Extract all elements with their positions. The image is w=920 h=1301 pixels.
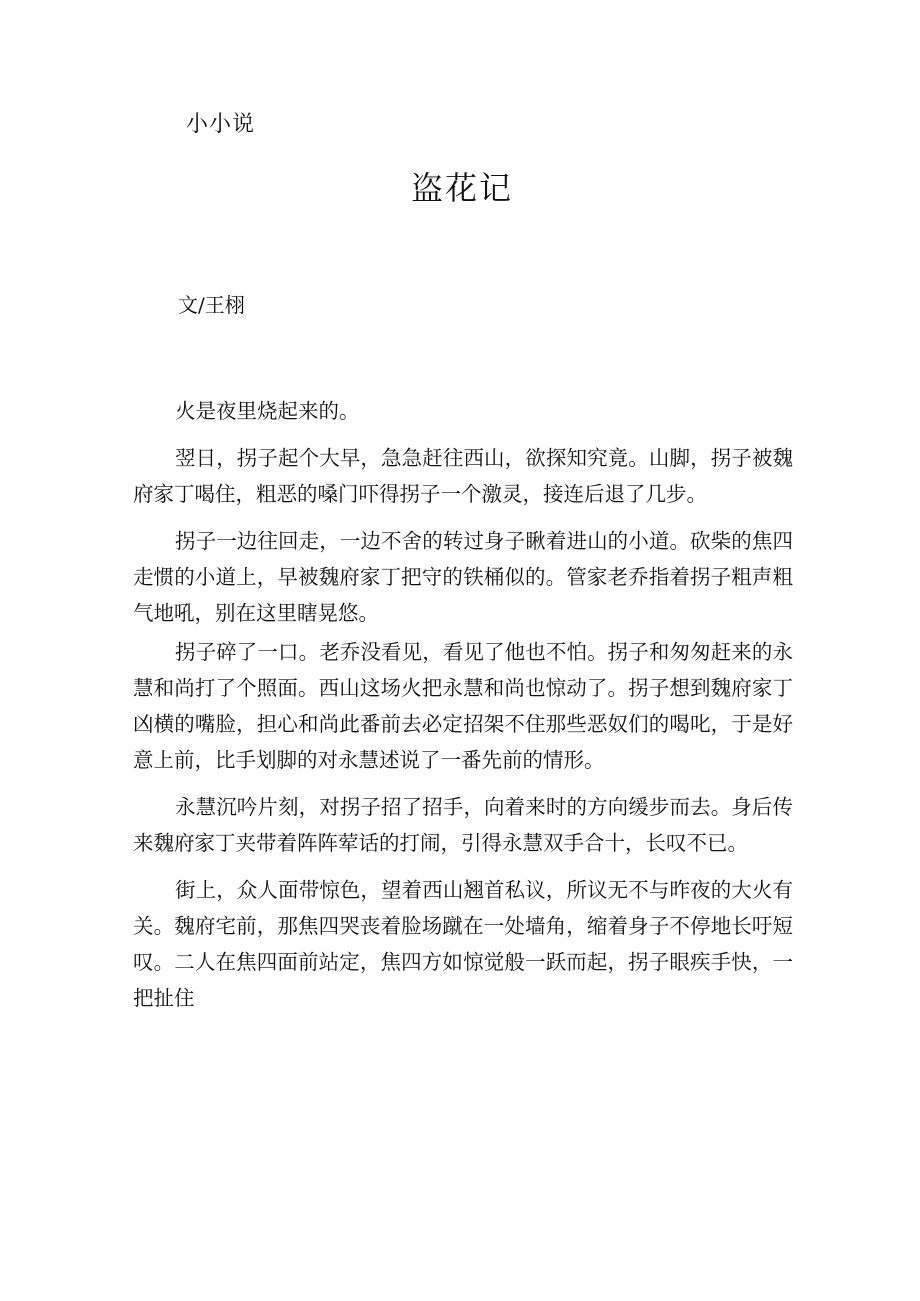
paragraph: 火是夜里烧起来的。 [175,399,360,423]
author-byline: 文/王栩 [178,293,245,317]
genre-label: 小小说 [186,112,256,137]
paragraph: 永慧沉吟片刻，对拐子招了招手，向着来时的方向缓步而去。身后传来魏府家丁夹带着阵阵荤话的打闹，引得永慧双手合十，长叹不已。 [133,795,793,855]
paragraph: 翌日，拐子起个大早，急急赶往西山，欲探知究竟。山脚，拐子被魏府家丁喝住，粗恶的嗓门吓得拐子一个激灵，接连后退了几步。 [133,446,793,506]
story-title: 盗花记 [410,169,513,207]
paragraph: 拐子一边往回走，一边不舍的转过身子瞅着进山的小道。砍柴的焦四走惯的小道上，早被魏府家丁把守的铁桶似的。管家老乔指着拐子粗声粗气地吼，别在这里瞎晃悠。 [133,529,793,625]
story-body [133,393,793,1027]
paragraph: 街上，众人面带惊色，望着西山翘首私议，所议无不与昨夜的大火有关。魏府宅前，那焦四哭丧着脸场蹴在一处墙角，缩着身子不停地长吁短叹。二人在焦四面前站定，焦四方如惊觉般一跃而起，拐子眼疾手快，一把扯住 [133,878,793,1010]
paragraph: 拐子碎了一口。老乔没看见，看见了他也不怕。拐子和匆匆赶来的永慧和尚打了个照面。西山这场火把永慧和尚也惊动了。拐子想到魏府家丁凶横的嘴脸，担心和尚此番前去必定招架不住那些恶奴们的喝叱，于是好意上前，比手划脚的对永慧述说了一番先前的情形。 [133,640,793,772]
